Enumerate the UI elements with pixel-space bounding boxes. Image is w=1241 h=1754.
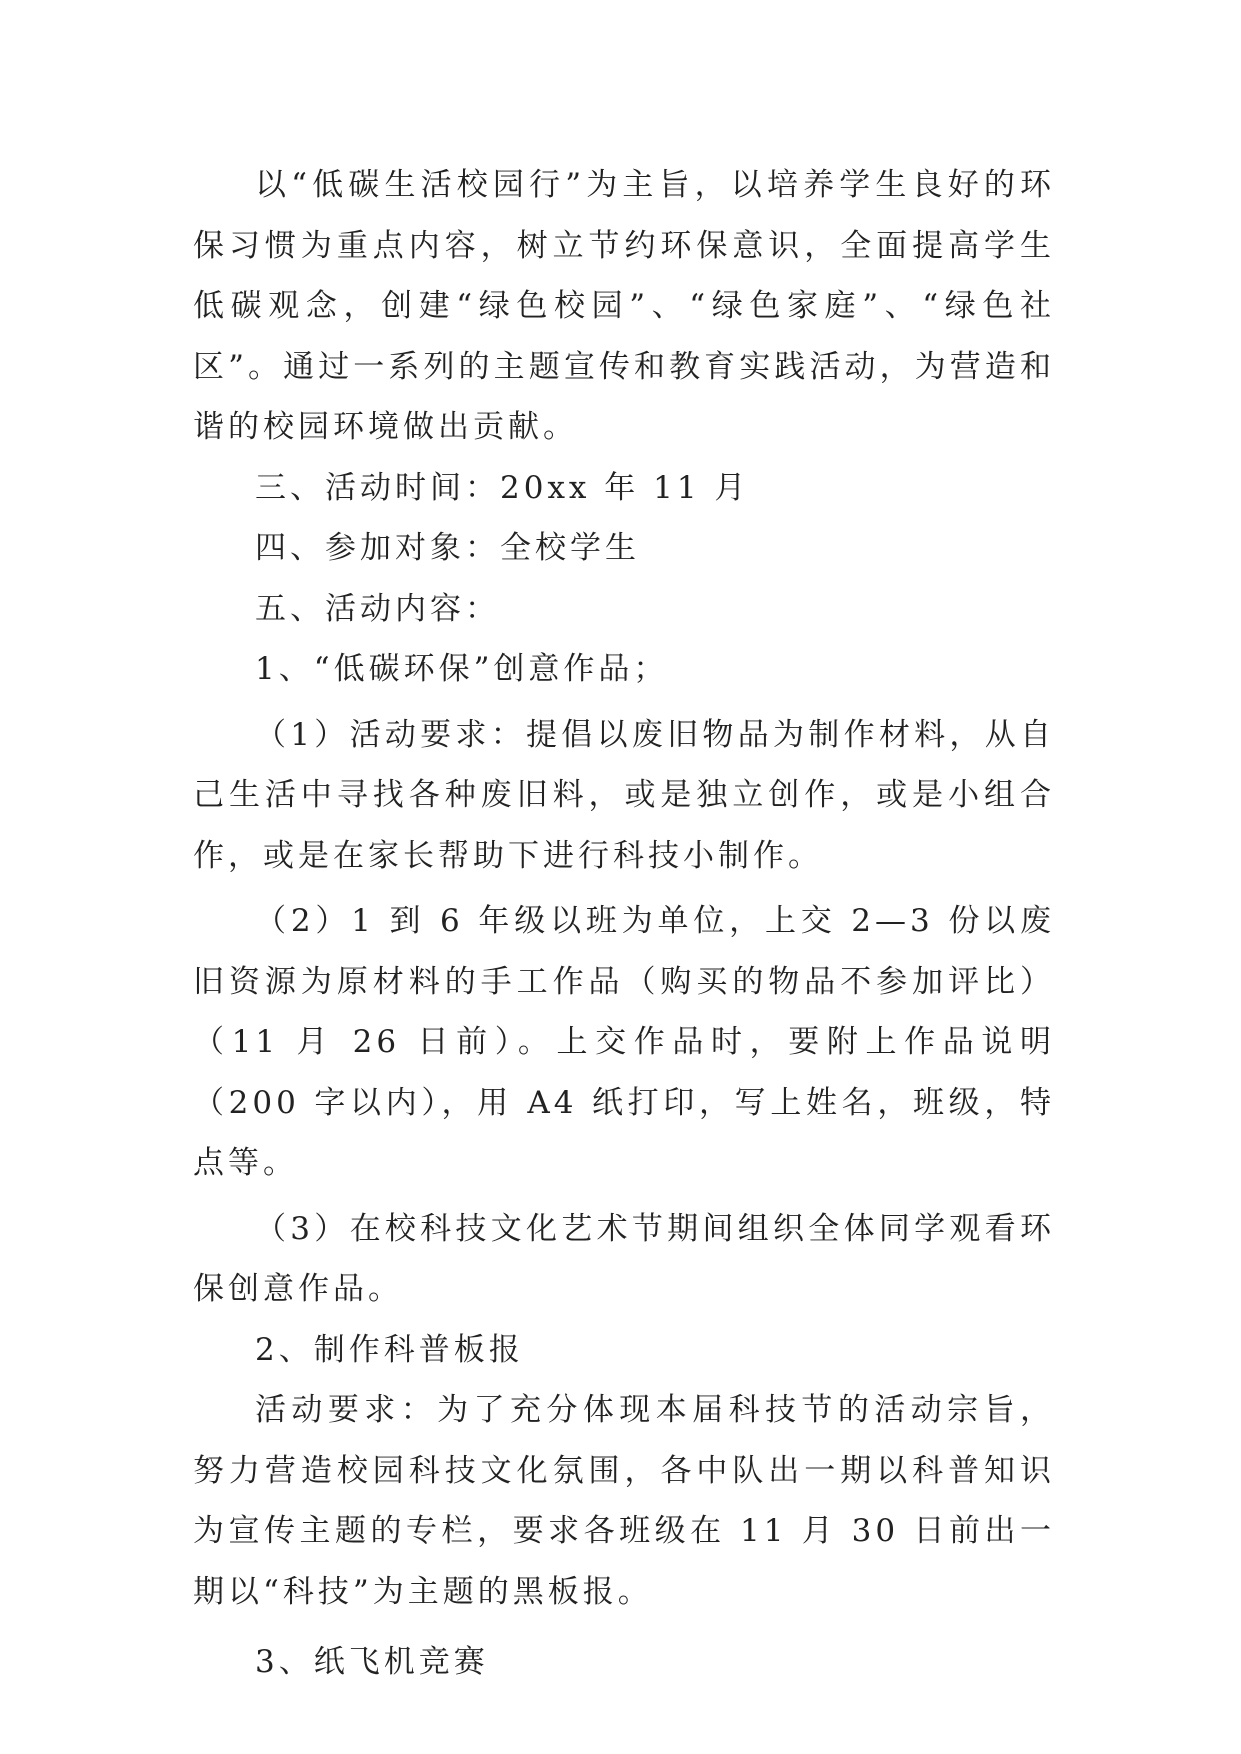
paragraph-activity-time: 三、活动时间：20xx 年 11 月: [255, 469, 750, 506]
paragraph-item-1-heading: 1、“低碳环保”创意作品；: [255, 651, 669, 687]
paragraph-item-1-requirement-1: （1）活动要求：提倡以废旧物品为制作材料，从自己生活中寻找各种废旧料，或是独立创作，或是小组合作，或是在家长帮助下进行科技小制作。: [193, 716, 1055, 874]
document-body: [193, 155, 1055, 1693]
paragraph-item-1-requirement-2: （2）1 到 6 年级以班为单位，上交 2—3 份以废旧资源为原材料的手工作品（购买的物品不参加评比）（11 月 26 日前）。上交作品时，要附上作品说明（200 字以内），用 A4 纸打印，写上姓名，班级，特点等。: [193, 903, 1055, 1181]
paragraph-item-2-requirement: 活动要求：为了充分体现本届科技节的活动宗旨，努力营造校园科技文化氛围，各中队出一期以科普知识为宣传主题的专栏，要求各班级在 11 月 30 日前出一期以“科技”为主题的黑板报。: [193, 1392, 1055, 1610]
paragraph-purpose: 以“低碳生活校园行”为主旨，以培养学生良好的环保习惯为重点内容，树立节约环保意识，全面提高学生低碳观念，创建“绿色校园”、“绿色家庭”、“绿色社区”。通过一系列的主题宣传和教育实践活动，为营造和谐的校园环境做出贡献。: [193, 167, 1055, 445]
paragraph-item-3-heading: 3、纸飞机竞赛: [255, 1644, 489, 1680]
paragraph-item-1-requirement-3: （3）在校科技文化艺术节期间组织全体同学观看环保创意作品。: [193, 1210, 1055, 1307]
paragraph-participants: 四、参加对象：全校学生: [255, 530, 640, 566]
paragraph-item-2-heading: 2、制作科普板报: [255, 1331, 524, 1368]
paragraph-activity-content-heading: 五、活动内容：: [255, 590, 500, 627]
